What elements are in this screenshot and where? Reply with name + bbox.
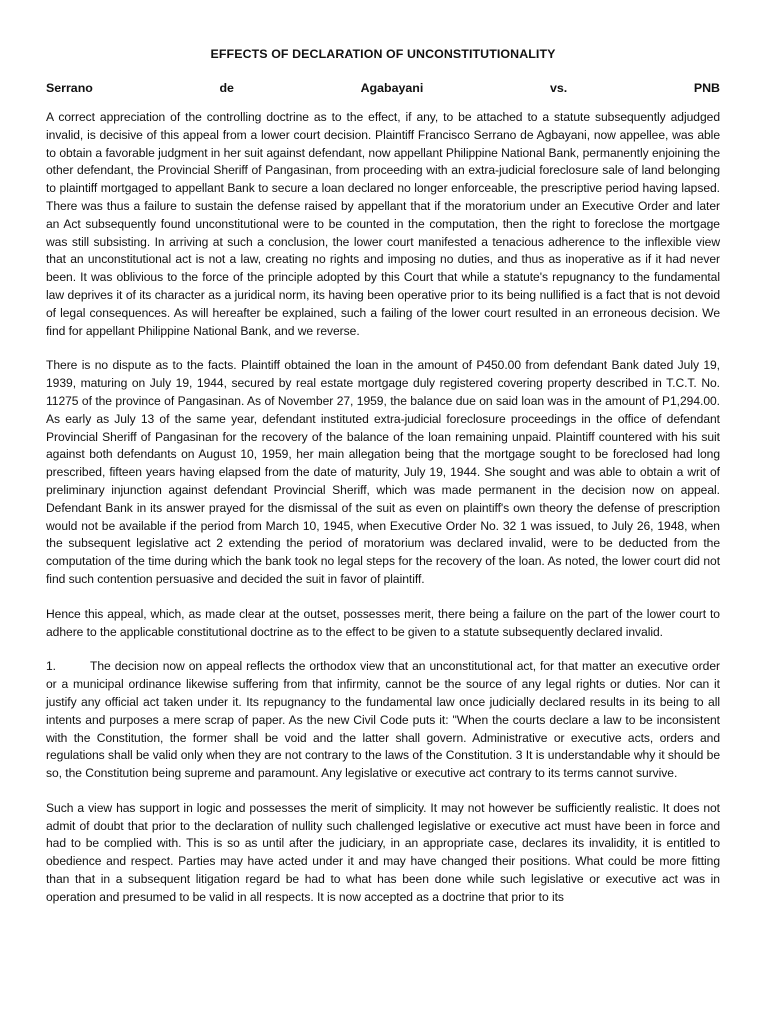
body-paragraph: Hence this appeal, which, as made clear at the outset, possesses merit, there being a failure on the part of the lower court to adhere to the applicable constitutional doctrine as to the effect to be given to a statute subsequently declared invalid. [46,606,720,639]
document-title: EFFECTS OF DECLARATION OF UNCONSTITUTIONALITY [210,47,556,61]
paragraph-number: 1. [46,659,56,674]
caption-word: Serrano [46,81,93,95]
body-paragraph: A correct appreciation of the controlling doctrine as to the effect, if any, to be attached to a statute subsequently adjudged invalid, is decisive of this appeal from a lower court decision. Plaintiff Francisco Serrano de Agbayani, now appellee, was able to obtain a favorable judgment in her suit against defendant, now appellant Philippine National Bank, permanently enjoining the other defendant, the Provincial Sheriff of Pangasinan, from proceeding with an extra-judicial foreclosure sale of land belonging to plaintiff mortgaged to appellant Bank to secure a loan declared no longer enforceable, the prescriptive period having lapsed. There was thus a failure to sustain the defense raised by appellant that if the moratorium under an Executive Order and later an Act subsequently found unconstitutional were to be counted in the computation, then the right to foreclose the mortgage was still subsisting. In arriving at such a conclusion, the lower court manifested a tenacious adherence to the inflexible view that an unconstitutional act is not a law, creating no rights and imposing no duties, and thus as inoperative as if it had never been. It was oblivious to the force of the principle adopted by this Court that while a statute's repugnancy to the fundamental law deprives it of its character as a juridical norm, its having been operative prior to its being nullified is a fact that is not devoid of legal consequences. As will hereafter be explained, such a failing of the lower court resulted in an erroneous decision. We find for appellant Philippine National Bank, and we reverse. [46,110,720,338]
case-caption [46,80,720,96]
paragraph-text: The decision now on appeal reflects the orthodox view that an unconstitutional act, for that matter an executive order or a municipal ordinance likewise suffering from that infirmity, cannot be the source of any legal rights or duties. Nor can it justify any official act taken under it. Its repugnancy to the fundamental law once judicially declared results in its being to all intents and purposes a mere scrap of paper. As the new Civil Code puts it: "When the courts declare a law to be inconsistent with the Constitution, the former shall be void and the latter shall govern. Administrative or executive acts, orders and regulations shall be valid only when they are not contrary to the laws of the Constitution. 3 It is understandable why it should be so, the Constitution being supreme and paramount. Any legislative or executive act contrary to its terms cannot survive. [46,659,720,781]
caption-word: Agabayani [360,81,424,95]
body-paragraph: There is no dispute as to the facts. Plaintiff obtained the loan in the amount of P450.00 from defendant Bank dated July 19, 1939, maturing on July 19, 1944, secured by real estate mortgage duly registered covering property described in T.C.T. No. 11275 of the province of Pangasinan. As of November 27, 1959, the balance due on said loan was in the amount of P1,294.00. As early as July 13 of the same year, defendant instituted extra-judicial foreclosure proceedings in the office of defendant Provincial Sheriff of Pangasinan for the recovery of the balance of the loan remaining unpaid. Plaintiff countered with his suit against both defendants on August 10, 1959, her main allegation being that the mortgage sought to be foreclosed had long prescribed, fifteen years having elapsed from the date of maturity, July 19, 1944. She sought and was able to obtain a writ of preliminary injunction against defendant Provincial Sheriff, which was made permanent in the decision now on appeal. Defendant Bank in its answer prayed for the dismissal of the suit as even on plaintiff's own theory the defense of prescription would not be available if the period from March 10, 1945, when Executive Order No. 32 1 was issued, to July 26, 1948, when the subsequent legislative act 2 extending the period of moratorium was declared invalid, were to be deducted from the computation of the time during which the bank took no legal steps for the recovery of the loan. As noted, the lower court did not find such contention persuasive and decided the suit in favor of plaintiff. [46,358,720,586]
caption-word: vs. [549,81,568,95]
caption-word: PNB [693,81,720,95]
numbered-paragraph [46,658,720,783]
caption-word: de [219,81,234,95]
body-paragraph: Such a view has support in logic and possesses the merit of simplicity. It may not however be sufficiently realistic. It does not admit of doubt that prior to the declaration of nullity such challenged legislative or executive act must have been in force and had to be complied with. This is so as until after the judiciary, in an appropriate case, declares its invalidity, it is entitled to obedience and respect. Parties may have acted under it and may have changed their positions. What could be more fitting than that in a subsequent litigation regard be had to what has been done while such legislative or executive act was in operation and presumed to be valid in all respects. It is now accepted as a doctrine that prior to its [46,800,720,904]
